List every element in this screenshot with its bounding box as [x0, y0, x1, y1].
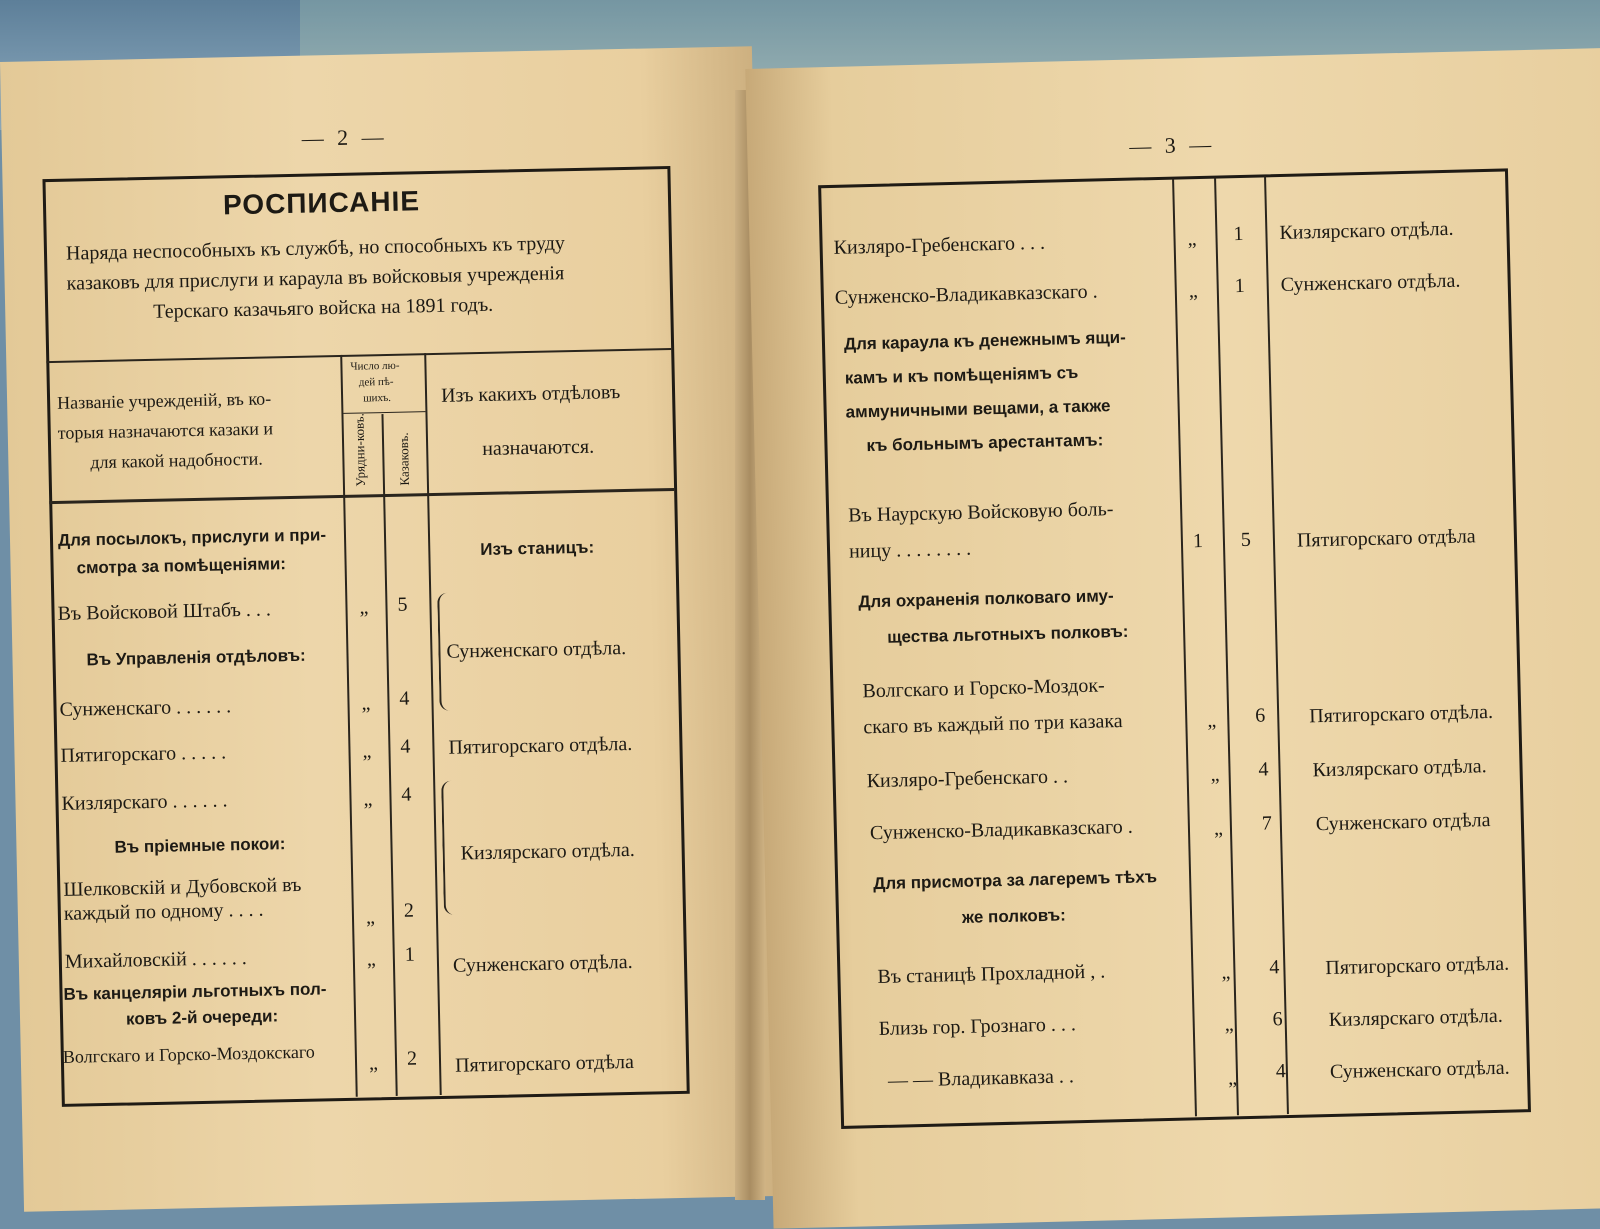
table-cell-kaz: 2 [403, 899, 415, 922]
table-cell-otdel: Пятигорскаго отдѣла [1296, 525, 1476, 552]
subtitle-line: казаковъ для прислуги и караула въ войсковыя учрежденія [66, 262, 565, 295]
table-cell-kaz: 4 [1258, 758, 1269, 781]
column-header-count: шихъ. [363, 391, 392, 405]
section-label: же полковъ: [961, 905, 1067, 927]
table-cell-kaz: 4 [1275, 1060, 1287, 1083]
table-cell-kaz: 6 [1272, 1008, 1283, 1031]
table-cell-uryad: „ [368, 1052, 379, 1075]
table-cell-uryad: „ [359, 596, 369, 619]
table-cell-kaz: 1 [404, 943, 416, 966]
column-header-count: Число лю- [350, 359, 400, 373]
section-label: Для караула къ денежнымъ ящи- [843, 327, 1127, 354]
table-cell-kaz: 4 [399, 687, 410, 710]
table-cell-kaz: 1 [1233, 222, 1244, 246]
table-cell-uryad: „ [361, 692, 371, 715]
left-page-number: — 2 — [301, 123, 388, 151]
column-header-name: для какой надобности. [90, 448, 263, 473]
section-label: Въ канцеляріи льготныхъ пол- [63, 979, 327, 1004]
table-cell-uryad: „ [366, 948, 376, 971]
section-label: Для охраненія полковаго иму- [858, 586, 1114, 612]
left-page [0, 46, 776, 1211]
table-row-name: ницу . . . . . . . . [848, 537, 972, 563]
table-cell-otdel: Кизлярскаго отдѣла. [1312, 755, 1487, 782]
section-label: Въ Управленія отдѣловъ: [86, 645, 306, 670]
section-label: Для присмотра за лагеремъ тѣхъ [872, 867, 1158, 894]
table-cell-uryad: „ [1221, 961, 1231, 984]
table-cell-kaz: 5 [397, 593, 408, 616]
table-cell-otdel: Пятигорскаго отдѣла. [1325, 952, 1510, 980]
table-cell-otdel: Кизлярскаго отдѣла. [1328, 1004, 1503, 1032]
table-row-name: Въ Войсковой Штабъ . . . [57, 598, 272, 625]
table-row-name: Кизляро-Гребенскаго . . [866, 765, 1069, 793]
table-cell-otdel: Кизлярскаго отдѣла. [1279, 217, 1454, 245]
table-cell-uryad: „ [1224, 1013, 1234, 1036]
table-cell-otdel: Пятигорскаго отдѣла. [448, 732, 633, 759]
column-header-name: торыя назначаются казаки и [57, 418, 274, 443]
table-cell-uryad: „ [1227, 1067, 1238, 1090]
table-cell-kaz: 1 [1234, 274, 1245, 298]
table-row-name: Кизлярскаго . . . . . . [61, 789, 228, 815]
table-cell-kaz: 4 [1269, 956, 1280, 979]
right-page [745, 48, 1600, 1229]
table-row-name: скаго въ каждый по три казака [863, 709, 1123, 739]
table-cell-otdel: Сунженскаго отдѣла. [446, 637, 627, 663]
table-cell-kaz: 4 [400, 735, 411, 758]
section-label: Въ пріемные покои: [114, 834, 286, 857]
table-cell-otdel: Сунженскаго отдѣла [1315, 809, 1491, 836]
subtitle-line: Наряда неспособныхъ къ службѣ, но способныхъ къ труду [65, 232, 566, 265]
column-header-kazakov: Казаковъ. [395, 432, 412, 486]
table-cell-uryad: „ [1210, 763, 1220, 786]
table-cell-otdel: Сунженскаго отдѣла. [1329, 1056, 1510, 1084]
section-label: ковъ 2-й очереди: [125, 1006, 279, 1029]
table-row-name: Кизляро-Гребенскаго . . . [833, 231, 1046, 259]
table-cell-uryad: „ [363, 788, 373, 811]
table-row-name: Сунженско-Владикавказскаго . [869, 815, 1133, 845]
table-row-name: Пятигорскаго . . . . . [60, 741, 227, 767]
table-row-name: Волгскаго и Горско-Моздок- [862, 674, 1105, 703]
section-label: къ больнымъ арестантамъ: [866, 430, 1104, 456]
column-header-name: Названіе учрежденій, въ ко- [56, 388, 272, 413]
table-cell-otdel: Пятигорскаго отдѣла [454, 1050, 635, 1077]
table-row-name: Сунженско-Владикавказскаго . [834, 280, 1098, 309]
section-label: Для посылокъ, прислуги и при- [57, 525, 327, 550]
column-header-otdel: назначаются. [481, 435, 595, 460]
table-row-name: Михайловскій . . . . . . [64, 947, 248, 973]
table-row-name: Волгскаго и Горско-Моздокскаго [62, 1041, 315, 1067]
table-row-name: Близь гор. Грознаго . . . [878, 1013, 1077, 1041]
table-cell-uryad: „ [1213, 817, 1224, 840]
table-cell-otdel: Сунженскаго отдѣла. [1280, 269, 1461, 296]
section-label: щества льготныхъ полковъ: [886, 621, 1129, 647]
subtitle-line: Терскаго казачьяго войска на 1891 годъ. [153, 293, 494, 323]
table-row-name: Въ Наурскую Войсковую боль- [847, 498, 1114, 527]
column-header-count: дей пѣ- [358, 375, 394, 389]
table-cell-otdel: Кизлярскаго отдѣла. [460, 838, 635, 865]
column-header-uryadnikov: Урядни-ковъ. [351, 413, 368, 487]
table-cell-kaz: 2 [406, 1047, 418, 1070]
section-label: смотра за помѣщеніями: [76, 554, 287, 578]
column-header-otdel: Изъ какихъ отдѣловъ [440, 381, 621, 407]
table-row-name: Сунженскаго . . . . . . [59, 695, 232, 721]
table-cell-uryad: „ [365, 906, 376, 929]
table-cell-uryad: „ [362, 740, 372, 763]
table-cell-kaz: 6 [1254, 704, 1266, 727]
table-cell-kaz: 7 [1261, 812, 1273, 835]
section-label: камъ и къ помѣщеніямъ съ [844, 362, 1079, 388]
table-row-name: каждый по одному . . . . [63, 898, 264, 925]
table-row-name: Шелковскій и Дубовской въ [63, 873, 302, 901]
section-label: аммуничными вещами, а также [845, 396, 1111, 422]
section-label: Изъ станицъ: [480, 537, 595, 560]
page-title: РОСПИСАНІЕ [222, 185, 421, 221]
table-row-name: Въ станицѣ Прохладной , . [877, 960, 1106, 989]
table-cell-kaz: 4 [401, 783, 412, 806]
table-cell-uryad: 1 [1192, 529, 1204, 553]
table-cell-uryad: „ [1207, 709, 1217, 732]
table-cell-kaz: 5 [1240, 528, 1252, 552]
table-cell-uryad: „ [1188, 280, 1198, 303]
table-cell-uryad: „ [1187, 228, 1197, 251]
table-row-name: — — Владикавказа . . [887, 1065, 1075, 1092]
right-page-number: — 3 — [1128, 131, 1216, 159]
table-cell-otdel: Сунженскаго отдѣла. [452, 950, 633, 977]
table-cell-otdel: Пятигорскаго отдѣла. [1308, 700, 1494, 728]
